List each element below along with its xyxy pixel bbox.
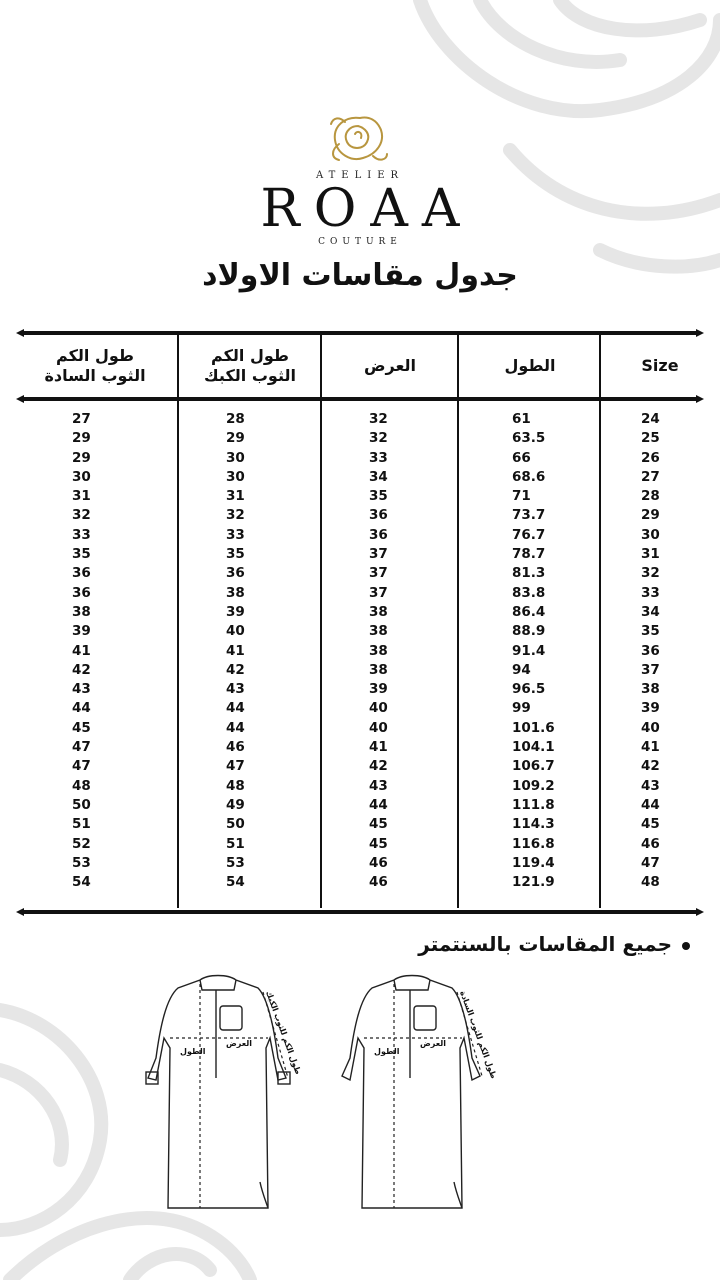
table-cell-size: 47 bbox=[641, 854, 660, 871]
table-cell-size: 27 bbox=[641, 468, 660, 485]
table-cell-width: 33 bbox=[369, 449, 388, 466]
table-cell-length: 99 bbox=[512, 700, 531, 717]
header-sleeve-cuff-line2: الثوب الكبك bbox=[204, 366, 296, 385]
table-cell-length: 83.8 bbox=[512, 584, 546, 601]
header-length: الطول bbox=[504, 356, 556, 375]
table-cell-width: 38 bbox=[369, 603, 388, 620]
table-cell-size: 42 bbox=[641, 758, 660, 775]
header-sleeve-plain-line1: طول الكم bbox=[56, 346, 134, 365]
table-cell-length: 101.6 bbox=[512, 719, 555, 736]
units-note bbox=[418, 932, 690, 956]
table-cell-size: 48 bbox=[641, 874, 660, 891]
column-width bbox=[369, 410, 409, 892]
diagram-width-label-1: العرض bbox=[226, 1039, 252, 1048]
table-cell-sleeve-cuff: 32 bbox=[226, 507, 245, 524]
table-cell-width: 42 bbox=[369, 758, 388, 775]
page-title: جدول مقاسات الاولاد bbox=[202, 258, 518, 293]
table-cell-size: 37 bbox=[641, 661, 660, 678]
table-cell-width: 44 bbox=[369, 796, 388, 813]
table-cell-size: 41 bbox=[641, 739, 660, 756]
table-cell-sleeve-plain: 33 bbox=[72, 526, 91, 543]
table-cell-length: 88.9 bbox=[512, 623, 546, 640]
table-cell-width: 40 bbox=[369, 700, 388, 717]
table-cell-length: 61 bbox=[512, 411, 531, 427]
header-sleeve-cuff bbox=[180, 336, 320, 396]
garment-diagram-plain bbox=[322, 968, 502, 1218]
table-cell-width: 38 bbox=[369, 623, 388, 640]
table-cell-length: 66 bbox=[512, 449, 531, 466]
garment-diagram-cuff bbox=[128, 968, 308, 1218]
table-cell-width: 41 bbox=[369, 739, 388, 756]
table-cell-width: 45 bbox=[369, 835, 388, 852]
table-cell-length: 68.6 bbox=[512, 468, 546, 485]
table-cell-size: 36 bbox=[641, 642, 660, 659]
header-sleeve-plain-line2: الثوب السادة bbox=[44, 366, 146, 385]
table-cell-sleeve-plain: 43 bbox=[72, 681, 91, 698]
brand-top-text: ATELIER bbox=[315, 170, 405, 181]
table-cell-length: 63.5 bbox=[512, 430, 546, 447]
table-cell-width: 36 bbox=[369, 526, 388, 543]
table-cell-sleeve-cuff: 29 bbox=[226, 430, 245, 447]
table-cell-size: 25 bbox=[641, 430, 660, 447]
table-cell-sleeve-cuff: 44 bbox=[226, 700, 245, 717]
table-cell-sleeve-cuff: 42 bbox=[226, 661, 245, 678]
table-cell-size: 46 bbox=[641, 835, 660, 852]
column-length bbox=[512, 410, 562, 892]
table-cell-size: 33 bbox=[641, 584, 660, 601]
bullet-icon bbox=[682, 942, 690, 950]
table-cell-length: 78.7 bbox=[512, 546, 546, 563]
table-cell-sleeve-plain: 38 bbox=[72, 603, 91, 620]
table-cell-sleeve-cuff: 44 bbox=[226, 719, 245, 736]
table-cell-width: 32 bbox=[369, 430, 388, 447]
header-size: Size bbox=[641, 356, 679, 375]
table-cell-width: 34 bbox=[369, 468, 388, 485]
table-cell-sleeve-cuff: 30 bbox=[226, 468, 245, 485]
table-cell-sleeve-plain: 39 bbox=[72, 623, 91, 640]
table-cell-sleeve-cuff: 49 bbox=[226, 796, 245, 813]
column-size bbox=[641, 410, 681, 892]
table-cell-sleeve-plain: 35 bbox=[72, 546, 91, 563]
table-cell-sleeve-cuff: 28 bbox=[226, 411, 245, 427]
table-cell-length: 71 bbox=[512, 488, 531, 505]
table-cell-sleeve-cuff: 51 bbox=[226, 835, 245, 852]
table-cell-sleeve-cuff: 53 bbox=[226, 854, 245, 871]
table-cell-length: 73.7 bbox=[512, 507, 546, 524]
table-cell-sleeve-plain: 42 bbox=[72, 661, 91, 678]
table-cell-width: 37 bbox=[369, 546, 388, 563]
table-cell-size: 26 bbox=[641, 449, 660, 466]
column-sleeve-cuff bbox=[226, 410, 266, 892]
table-cell-sleeve-cuff: 40 bbox=[226, 623, 245, 640]
table-cell-width: 39 bbox=[369, 681, 388, 698]
header-sleeve-cuff-line1: طول الكم bbox=[211, 346, 289, 365]
table-cell-size: 34 bbox=[641, 603, 660, 620]
diagram-length-label-1: الطول bbox=[180, 1047, 206, 1056]
table-cell-sleeve-plain: 31 bbox=[72, 488, 91, 505]
table-cell-width: 46 bbox=[369, 874, 388, 891]
diagram-sleeve-cuff-label: طول الكم للثوب الكبك bbox=[264, 989, 303, 1076]
table-cell-width: 46 bbox=[369, 854, 388, 871]
table-cell-length: 106.7 bbox=[512, 758, 555, 775]
table-cell-sleeve-cuff: 38 bbox=[226, 584, 245, 601]
table-cell-length: 116.8 bbox=[512, 835, 555, 852]
table-cell-length: 76.7 bbox=[512, 526, 546, 543]
table-cell-width: 37 bbox=[369, 565, 388, 582]
table-cell-size: 35 bbox=[641, 623, 660, 640]
table-cell-size: 32 bbox=[641, 565, 660, 582]
table-cell-sleeve-plain: 41 bbox=[72, 642, 91, 659]
table-cell-sleeve-plain: 47 bbox=[72, 758, 91, 775]
table-cell-sleeve-cuff: 46 bbox=[226, 739, 245, 756]
table-cell-sleeve-cuff: 30 bbox=[226, 449, 245, 466]
table-cell-sleeve-cuff: 39 bbox=[226, 603, 245, 620]
table-cell-size: 29 bbox=[641, 507, 660, 524]
header-sleeve-plain bbox=[30, 336, 160, 396]
table-cell-width: 35 bbox=[369, 488, 388, 505]
table-cell-sleeve-cuff: 41 bbox=[226, 642, 245, 659]
units-note-text: جميع المقاسات بالسنتمتر bbox=[418, 932, 672, 956]
table-cell-length: 121.9 bbox=[512, 874, 555, 891]
table-cell-size: 24 bbox=[641, 411, 660, 427]
table-cell-length: 114.3 bbox=[512, 816, 555, 833]
table-cell-width: 36 bbox=[369, 507, 388, 524]
table-cell-sleeve-cuff: 47 bbox=[226, 758, 245, 775]
table-cell-width: 32 bbox=[369, 411, 388, 427]
table-cell-sleeve-plain: 47 bbox=[72, 739, 91, 756]
brand-name: ROAA bbox=[260, 179, 474, 239]
table-cell-sleeve-plain: 50 bbox=[72, 796, 91, 813]
table-cell-sleeve-cuff: 35 bbox=[226, 546, 245, 563]
table-cell-length: 86.4 bbox=[512, 603, 546, 620]
table-cell-sleeve-cuff: 43 bbox=[226, 681, 245, 698]
table-cell-length: 96.5 bbox=[512, 681, 546, 698]
table-cell-length: 119.4 bbox=[512, 854, 555, 871]
table-cell-width: 37 bbox=[369, 584, 388, 601]
table-cell-sleeve-plain: 32 bbox=[72, 507, 91, 524]
table-cell-width: 45 bbox=[369, 816, 388, 833]
table-cell-size: 43 bbox=[641, 777, 660, 794]
table-cell-sleeve-cuff: 54 bbox=[226, 874, 245, 891]
table-cell-width: 43 bbox=[369, 777, 388, 794]
table-cell-size: 39 bbox=[641, 700, 660, 717]
table-cell-sleeve-plain: 51 bbox=[72, 816, 91, 833]
table-cell-length: 91.4 bbox=[512, 642, 546, 659]
table-cell-width: 38 bbox=[369, 661, 388, 678]
table-cell-length: 104.1 bbox=[512, 739, 555, 756]
table-cell-length: 94 bbox=[512, 661, 531, 678]
table-cell-size: 40 bbox=[641, 719, 660, 736]
table-cell-sleeve-cuff: 50 bbox=[226, 816, 245, 833]
table-cell-sleeve-plain: 53 bbox=[72, 854, 91, 871]
table-cell-sleeve-plain: 29 bbox=[72, 449, 91, 466]
brand-bottom-text: COUTURE bbox=[318, 237, 402, 247]
table-cell-length: 81.3 bbox=[512, 565, 546, 582]
column-sleeve-plain bbox=[72, 410, 112, 892]
table-cell-sleeve-plain: 45 bbox=[72, 719, 91, 736]
table-cell-sleeve-plain: 36 bbox=[72, 584, 91, 601]
table-cell-size: 44 bbox=[641, 796, 660, 813]
table-cell-sleeve-plain: 44 bbox=[72, 700, 91, 717]
table-cell-length: 109.2 bbox=[512, 777, 555, 794]
table-cell-width: 40 bbox=[369, 719, 388, 736]
table-cell-sleeve-plain: 52 bbox=[72, 835, 91, 852]
table-cell-sleeve-plain: 29 bbox=[72, 430, 91, 447]
diagram-sleeve-plain-label: طول الكم للثوب السادة bbox=[458, 989, 499, 1080]
table-cell-sleeve-cuff: 36 bbox=[226, 565, 245, 582]
table-cell-size: 31 bbox=[641, 546, 660, 563]
table-cell-length: 111.8 bbox=[512, 796, 555, 813]
diagram-length-label-2: الطول bbox=[374, 1047, 400, 1056]
table-cell-sleeve-plain: 36 bbox=[72, 565, 91, 582]
table-cell-size: 28 bbox=[641, 488, 660, 505]
diagram-width-label-2: العرض bbox=[420, 1039, 446, 1048]
table-cell-sleeve-plain: 27 bbox=[72, 411, 91, 427]
table-cell-sleeve-cuff: 33 bbox=[226, 526, 245, 543]
table-cell-size: 30 bbox=[641, 526, 660, 543]
table-cell-width: 38 bbox=[369, 642, 388, 659]
table-cell-size: 38 bbox=[641, 681, 660, 698]
table-cell-sleeve-plain: 48 bbox=[72, 777, 91, 794]
header-width: العرض bbox=[364, 356, 416, 375]
table-cell-sleeve-plain: 54 bbox=[72, 874, 91, 891]
table-cell-sleeve-plain: 30 bbox=[72, 468, 91, 485]
table-cell-sleeve-cuff: 48 bbox=[226, 777, 245, 794]
table-cell-size: 45 bbox=[641, 816, 660, 833]
table-cell-sleeve-cuff: 31 bbox=[226, 488, 245, 505]
